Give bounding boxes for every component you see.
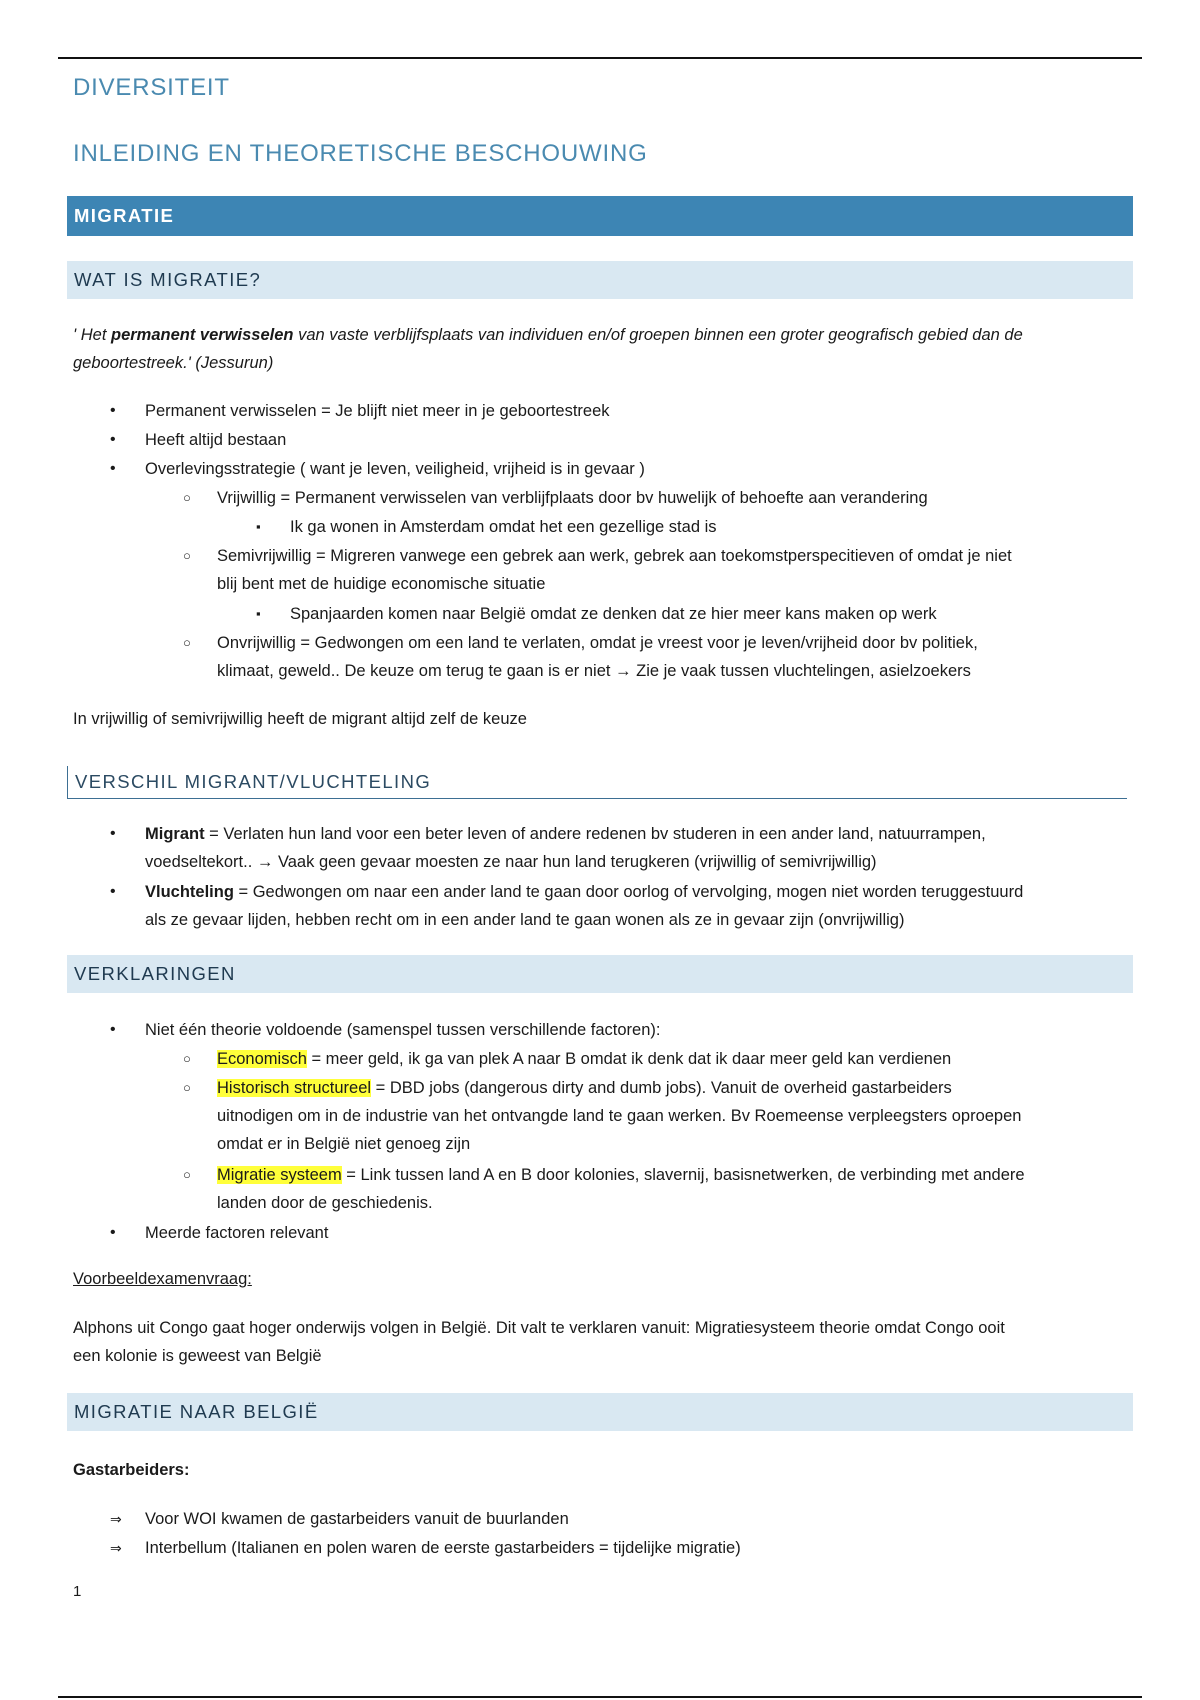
historisch-line2: uitnodigen om in de industrie van het ontvangde land te gaan werken. Bv Roemeense verpleegsters oproepen [217,1107,1022,1125]
migrant-line2: voedseltekort.. → Vaak geen gevaar moesten ze naar hun land terugkeren (vrijwillig of semivrijwillig) [145,853,877,871]
arrow-marker: ⇒ [110,1511,122,1527]
circle-marker: ○ [183,1167,191,1182]
circle-marker: ○ [183,548,191,563]
bullet-marker: • [110,402,116,419]
migrant-line1: = Verlaten hun land voor een beter leven of andere redenen bv studeren in een ander land, natuurrampen, [204,825,986,843]
historisch-line1: = DBD jobs (dangerous dirty and dumb jobs). Vanuit de overheid gastarbeiders [371,1079,952,1097]
systeem-line1: = Link tussen land A en B door kolonies, slavernij, basisnetwerken, de verbinding met andere [341,1166,1025,1184]
gastarbeiders-label: Gastarbeiders: [73,1461,190,1479]
semi-line2: blij bent met de huidige economische situatie [217,575,546,593]
circle-marker: ○ [183,1080,191,1095]
bullet-marker: • [110,883,116,900]
section-band-migratie: MIGRATIE [67,196,1133,236]
bullet-marker: • [110,431,116,448]
bottom-rule [58,1696,1142,1698]
vluchteling-line1: = Gedwongen om naar een ander land te gaan door oorlog of vervolging, mogen niet worden teruggestuurd [233,883,1024,901]
list-item: Heeft altijd bestaan [145,431,287,449]
highlight-historisch: Historisch structureel [217,1079,372,1097]
arrow-marker: ⇒ [110,1540,122,1556]
migrant-term: Migrant [145,825,205,843]
vluchteling-line2: als ze gevaar lijden, hebben recht om in een ander land te gaan wonen als ze in gevaar zijn (onvrijwillig) [145,911,905,929]
exam-question-label: Voorbeeldexamenvraag: [73,1270,252,1288]
onvrij-line2: klimaat, geweld.. De keuze om terug te gaan is er niet → Zie je vaak tussen vluchtelingen, asielzoekers [217,662,971,680]
list-item: Permanent verwisselen = Je blijft niet meer in je geboortestreek [145,402,610,420]
document-title: DIVERSITEIT [73,74,230,101]
list-item-vrijwillig: Vrijwillig = Permanent verwisselen van verblijfplaats door bv huwelijk of behoefte aan verandering [217,489,928,507]
heading-verschil: VERSCHIL MIGRANT/VLUCHTELING [67,766,1127,799]
square-marker: ▪ [256,519,261,534]
circle-marker: ○ [183,490,191,505]
document-subtitle: INLEIDING EN THEORETISCHE BESCHOUWING [73,140,648,167]
historisch-line3: omdat er in België niet genoeg zijn [217,1135,471,1153]
onvrij-line1: Onvrijwillig = Gedwongen om een land te verlaten, omdat je vreest voor je leven/vrijheid door bv politiek, [217,634,978,652]
quote-line2: geboortestreek.' (Jessurun) [73,354,274,372]
square-marker: ▪ [256,606,261,621]
heading-wat-is-migratie: WAT IS MIGRATIE? [67,261,1133,299]
quote-bold-term: permanent verwisselen [111,326,294,344]
bullet-marker: • [110,460,116,477]
exam-question-text [73,1314,1133,1370]
list-item-vluchteling [145,878,1135,934]
exam-line2: een kolonie is geweest van België [73,1347,322,1365]
list-item-example: Spanjaarden komen naar België omdat ze denken dat ze hier meer kans maken op werk [290,605,937,623]
quote-line1: van vaste verblijfsplaats van individuen en/of groepen binnen een groter geografisch gebied dan de [293,326,1023,344]
list-item: Meerde factoren relevant [145,1224,329,1242]
list-item: Overlevingsstrategie ( want je leven, veiligheid, vrijheid is in gevaar ) [145,460,645,478]
exam-line1: Alphons uit Congo gaat hoger onderwijs volgen in België. Dit valt te verklaren vanuit: Migratiesysteem theorie omdat Congo ooit [73,1319,1005,1337]
highlight-migratie-systeem: Migratie systeem [217,1166,342,1184]
list-item-onvrijwillig [217,629,1135,685]
list-item: Voor WOI kwamen de gastarbeiders vanuit de buurlanden [145,1510,569,1528]
bullet-marker: • [110,1224,116,1241]
list-item: Niet één theorie voldoende (samenspel tussen verschillende factoren): [145,1021,661,1039]
economisch-text: = meer geld, ik ga van plek A naar B omdat ik denk dat ik daar meer geld kan verdienen [306,1050,952,1068]
semi-line1: Semivrijwillig = Migreren vanwege een gebrek aan werk, gebrek aan toekomstperspecitieven of omdat je niet [217,547,1012,565]
heading-migratie-naar-belgie: MIGRATIE NAAR BELGIË [67,1393,1133,1431]
list-item-economisch [217,1045,1135,1073]
list-item-migratie-systeem [217,1161,1135,1217]
list-item-example: Ik ga wonen in Amsterdam omdat het een gezellige stad is [290,518,717,536]
vluchteling-term: Vluchteling [145,883,234,901]
list-item-migrant [145,820,1135,876]
circle-marker: ○ [183,1051,191,1066]
list-item-historisch [217,1074,1135,1158]
definition-quote [73,321,1133,377]
page-number: 1 [73,1583,82,1600]
highlight-economisch: Economisch [217,1050,307,1068]
closing-paragraph: In vrijwillig of semivrijwillig heeft de migrant altijd zelf de keuze [73,710,527,728]
systeem-line2: landen door de geschiedenis. [217,1194,433,1212]
heading-verklaringen: VERKLARINGEN [67,955,1133,993]
list-item: Interbellum (Italianen en polen waren de eerste gastarbeiders = tijdelijke migratie) [145,1539,741,1557]
list-item-semivrijwillig [217,542,1135,598]
quote-prefix: ' Het [73,326,111,344]
bullet-marker: • [110,825,116,842]
circle-marker: ○ [183,635,191,650]
bullet-marker: • [110,1021,116,1038]
